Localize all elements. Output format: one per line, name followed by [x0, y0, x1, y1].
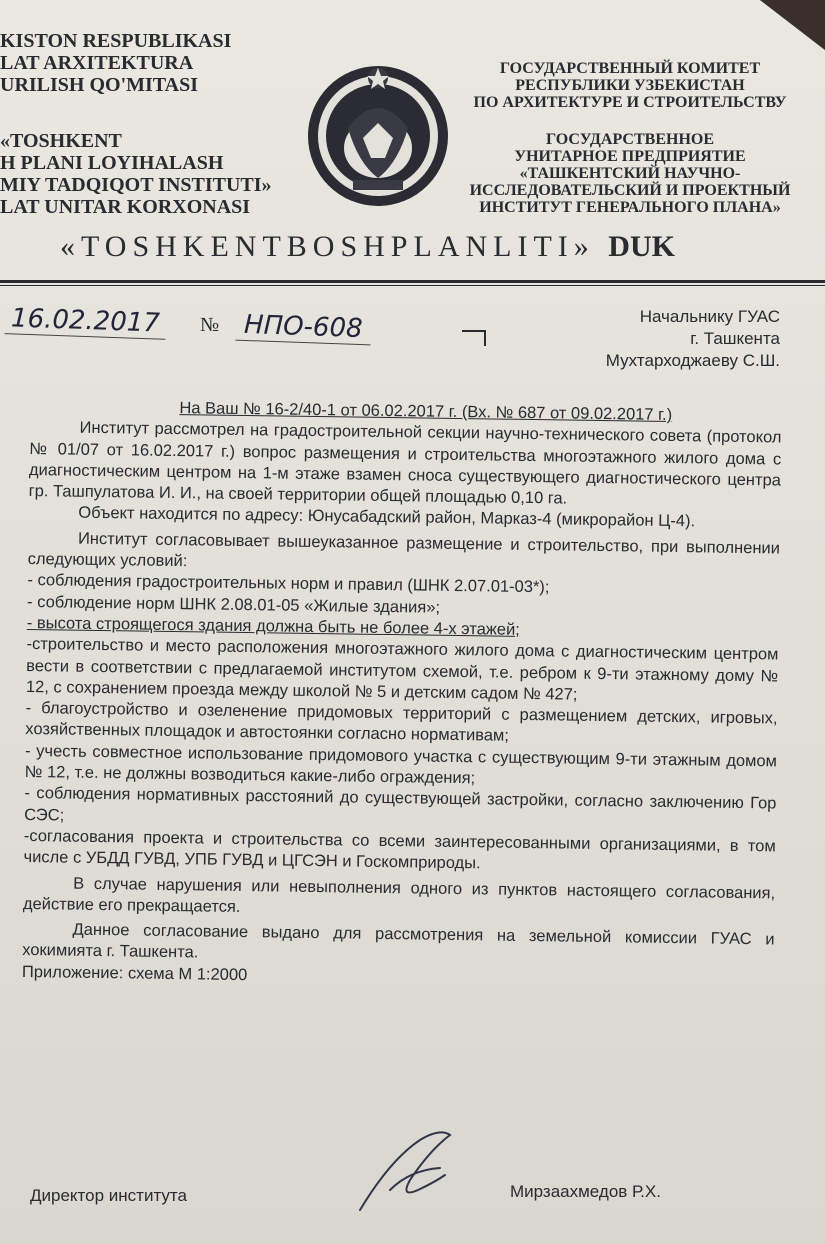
state-emblem-icon — [303, 58, 453, 208]
condition-item: - соблюдение норм ШНК 2.08.01-05 «Жилые здания»; — [27, 592, 441, 617]
addressee-block — [560, 306, 780, 372]
header-right-line: ПО АРХИТЕКТУРЕ И СТРОИТЕЛЬСТВУ — [473, 94, 787, 111]
document-number: НПО-608 — [236, 310, 372, 346]
paragraph: Объект находится по адресу: Юнусабадский район, Марказ-4 (микрорайон Ц-4). — [78, 504, 696, 531]
reference-line: На Ваш № 16-2/40-1 от 06.02.2017 г. (Вх. № 687 от 09.02.2017 г.) — [179, 399, 673, 424]
condition-item: - соблюдения нормативных расстояний до существующей застройки, согласно заключению Гор СЭС; — [24, 784, 777, 825]
org-title-suffix: DUK — [608, 230, 675, 263]
paragraph: Институт рассмотрел на градостроительной секции научно-технического совета (протокол № 01/07 от 16.02.2017 г.) вопрос размещения и строительства многоэтажного жилого дома с диагностическим центром на 1-м этаже взамен сноса существующего диагностического центра гр. Ташпулатова И. И., на своей территории общей площадью 0,10 га. — [28, 418, 782, 508]
condition-item: -строительство и место расположения многоэтажного жилого дома с диагностическим центром вести в соответствии с предлагаемой институтом схемой, т.е. ребром к 9-ти этажному дому № 12, с сохранением проезда между школой № 5 и детским садом № 427; — [25, 635, 779, 704]
header-left-line: URILISH QO'MITASI — [0, 74, 199, 96]
addressee-line: г. Ташкента — [690, 329, 780, 348]
header-right-line: РЕСПУБЛИКИ УЗБЕКИСТАН — [515, 77, 745, 94]
header-divider-thick — [0, 280, 825, 283]
header-right-line: УНИТАРНОЕ ПРЕДПРИЯТИЕ — [514, 148, 746, 165]
header-left-line: «TOSHKENT — [0, 130, 122, 152]
addressee-line: Начальнику ГУАС — [639, 307, 780, 326]
paragraph: Институт согласовывает вышеуказанное размещение и строительство, при выполнении следующих условий: — [27, 529, 781, 571]
document-date: 16.02.2017 — [5, 303, 167, 340]
addressee-line: Мухтарходжаеву С.Ш. — [605, 351, 780, 370]
header-left-line: MIY TADQIQOT INSTITUTI» — [0, 174, 272, 196]
condition-item: - соблюдения градостроительных норм и правил (ШНК 2.07.01-03*); — [27, 571, 550, 597]
header-right-line: ГОСУДАРСТВЕННЫЙ КОМИТЕТ — [499, 60, 761, 77]
paragraph: Данное согласование выдано для рассмотрения на земельной комиссии ГУАС и хокимията г. Ташкента. — [22, 920, 775, 962]
header-right-line: ИССЛЕДОВАТЕЛЬСКИЙ И ПРОЕКТНЫЙ — [469, 182, 791, 199]
organization-title — [60, 230, 760, 264]
condition-item: - высота строящегося здания должна быть не более 4-х этажей; — [26, 613, 520, 639]
paragraph: В случае нарушения или невыполнения одного из пунктов настоящего согласования, действие его прекращается. — [22, 874, 776, 916]
header-left-line: H PLANI LOYIHALASH — [0, 152, 224, 174]
header-right-line: ИНСТИТУТ ГЕНЕРАЛЬНОГО ПЛАНА» — [479, 199, 781, 216]
header-left-line: KISTON RESPUBLIKASI — [0, 30, 232, 52]
header-right-line: ГОСУДАРСТВЕННОЕ — [546, 131, 714, 148]
signature-icon — [350, 1120, 470, 1220]
condition-item: - учесть совместное использование придомового участка с существующим 9-ти этажным домом № 12, т.е. не должны возводиться какие-либо ограждения; — [24, 741, 778, 788]
header-divider-thin — [0, 285, 825, 286]
org-title-name: «TOSHKENTBOSHPLANLITI» — [60, 230, 595, 263]
signer-name: Мирзаахмедов Р.Х. — [510, 1182, 661, 1201]
letter-body — [22, 396, 782, 993]
condition-item: - благоустройство и озеленение придомовых территорий с размещением детских, игровых, хозяйственных площадок и автостоянки согласно нормативам; — [25, 699, 778, 746]
number-label: № — [200, 314, 220, 336]
header-uzbek-block — [0, 30, 272, 218]
header-right-line: «ТАШКЕНТСКИЙ НАУЧНО- — [519, 165, 741, 182]
header-left-line: LAT ARXITEKTURA — [0, 52, 194, 74]
signer-position: Директор института — [30, 1186, 187, 1205]
corner-mark — [462, 330, 486, 346]
attachment-line: Приложение: схема М 1:2000 — [21, 962, 248, 984]
header-russian-block — [440, 60, 820, 216]
header-left-line: LAT UNITAR KORXONASI — [0, 196, 251, 218]
condition-item: -согласования проекта и строительства со всеми заинтересованными организациями, в том числе с УБДД ГУВД, УПБ ГУВД и ЦГСЭН и Госкомприроды. — [23, 826, 776, 873]
